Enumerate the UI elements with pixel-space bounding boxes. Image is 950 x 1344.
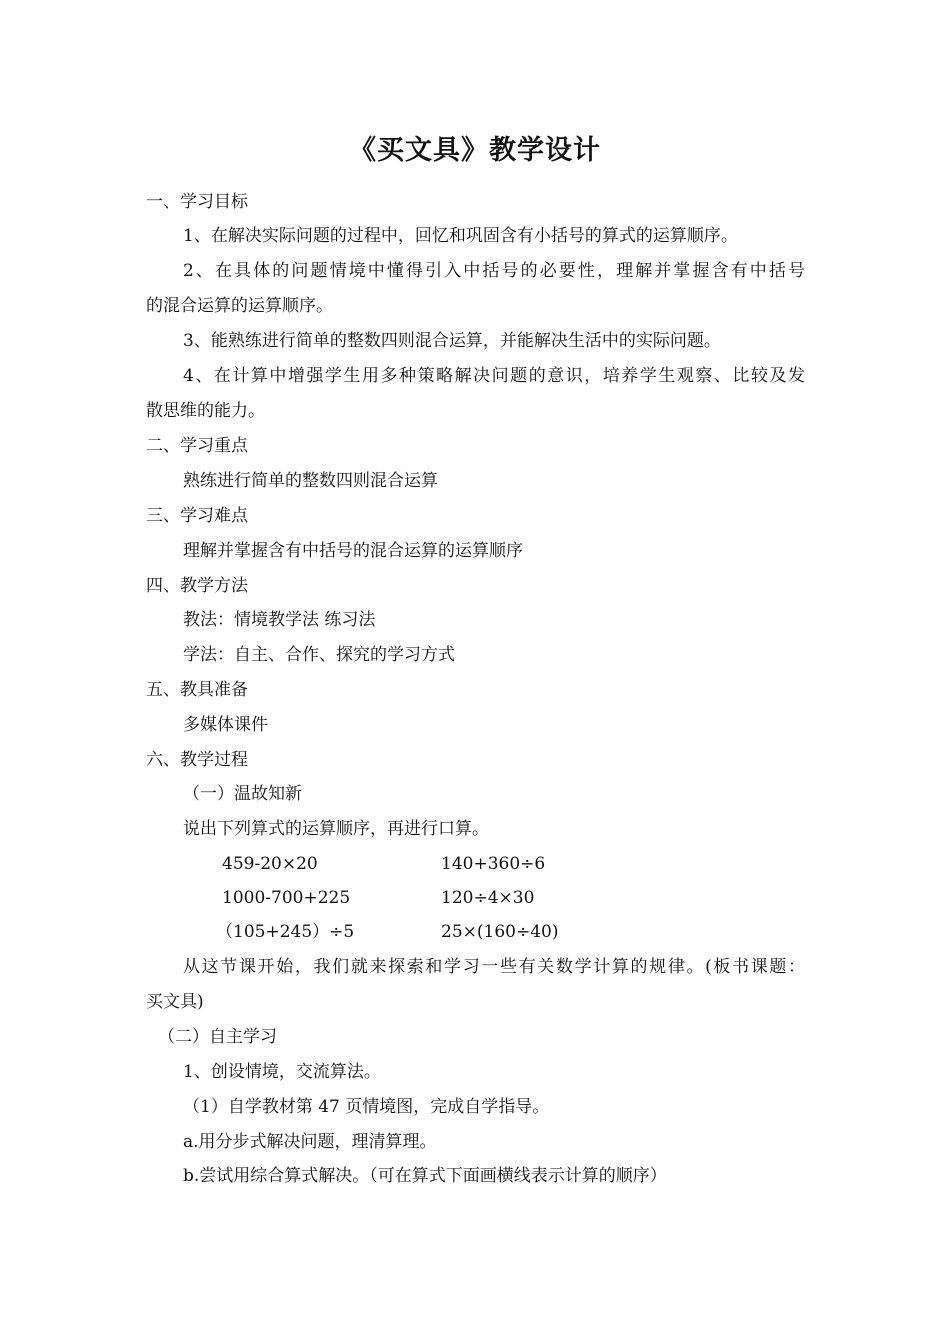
expression-3-right: 25×(160÷40)	[441, 922, 559, 942]
learning-method: 学法：自主、合作、探究的学习方式	[183, 645, 455, 665]
materials-content: 多媒体课件	[183, 715, 268, 735]
expression-2-right: 120÷4×30	[441, 888, 535, 908]
expression-1-right: 140+360÷6	[441, 854, 546, 874]
expression-1-left: 459-20×20	[222, 854, 318, 874]
section-heading-materials: 五、教具准备	[146, 680, 248, 700]
objective-3: 3、能熟练进行简单的整数四则混合运算，并能解决生活中的实际问题。	[183, 331, 721, 351]
objective-2-line-2: 的混合运算的运算顺序。	[146, 296, 333, 316]
part2-sub1: （1）自学教材第 47 页情境图，完成自学指导。	[183, 1097, 550, 1117]
objective-4-line-2: 散思维的能力。	[146, 401, 265, 421]
difficulties-content: 理解并掌握含有中括号的混合运算的运算顺序	[183, 541, 523, 561]
key-points-content: 熟练进行简单的整数四则混合运算	[183, 471, 438, 491]
section-heading-difficulties: 三、学习难点	[146, 506, 248, 526]
expression-2-left: 1000-700+225	[222, 888, 351, 908]
part2-heading: （二）自主学习	[158, 1027, 277, 1047]
part1-intro: 说出下列算式的运算顺序，再进行口算。	[183, 819, 489, 839]
part1-heading: （一）温故知新	[183, 784, 302, 804]
part2-step1: 1、创设情境，交流算法。	[183, 1062, 381, 1082]
document-title: 《买文具》教学设计	[349, 135, 601, 166]
part2-item-a: a.用分步式解决问题，理清算理。	[183, 1132, 437, 1152]
section-heading-methods: 四、教学方法	[146, 576, 248, 596]
transition-line-2: 买文具)	[146, 992, 204, 1012]
part2-item-b: b.尝试用综合算式解决。（可在算式下面画横线表示计算的顺序）	[183, 1166, 667, 1186]
section-heading-key-points: 二、学习重点	[146, 436, 248, 456]
objective-4-line-1: 4、在计算中增强学生用多种策略解决问题的意识，培养学生观察、比较及发	[183, 366, 805, 386]
teaching-method: 教法：情境教学法 练习法	[183, 610, 376, 630]
objective-1: 1、在解决实际问题的过程中，回忆和巩固含有小括号的算式的运算顺序。	[183, 226, 738, 246]
transition-line-1: 从这节课开始，我们就来探索和学习一些有关数学计算的规律。(板书课题：	[183, 957, 805, 977]
objective-2-line-1: 2、在具体的问题情境中懂得引入中括号的必要性，理解并掌握含有中括号	[183, 261, 805, 281]
section-heading-process: 六、教学过程	[146, 750, 248, 770]
expression-3-left: （105+245）÷5	[216, 922, 355, 942]
section-heading-objectives: 一、学习目标	[146, 192, 248, 212]
